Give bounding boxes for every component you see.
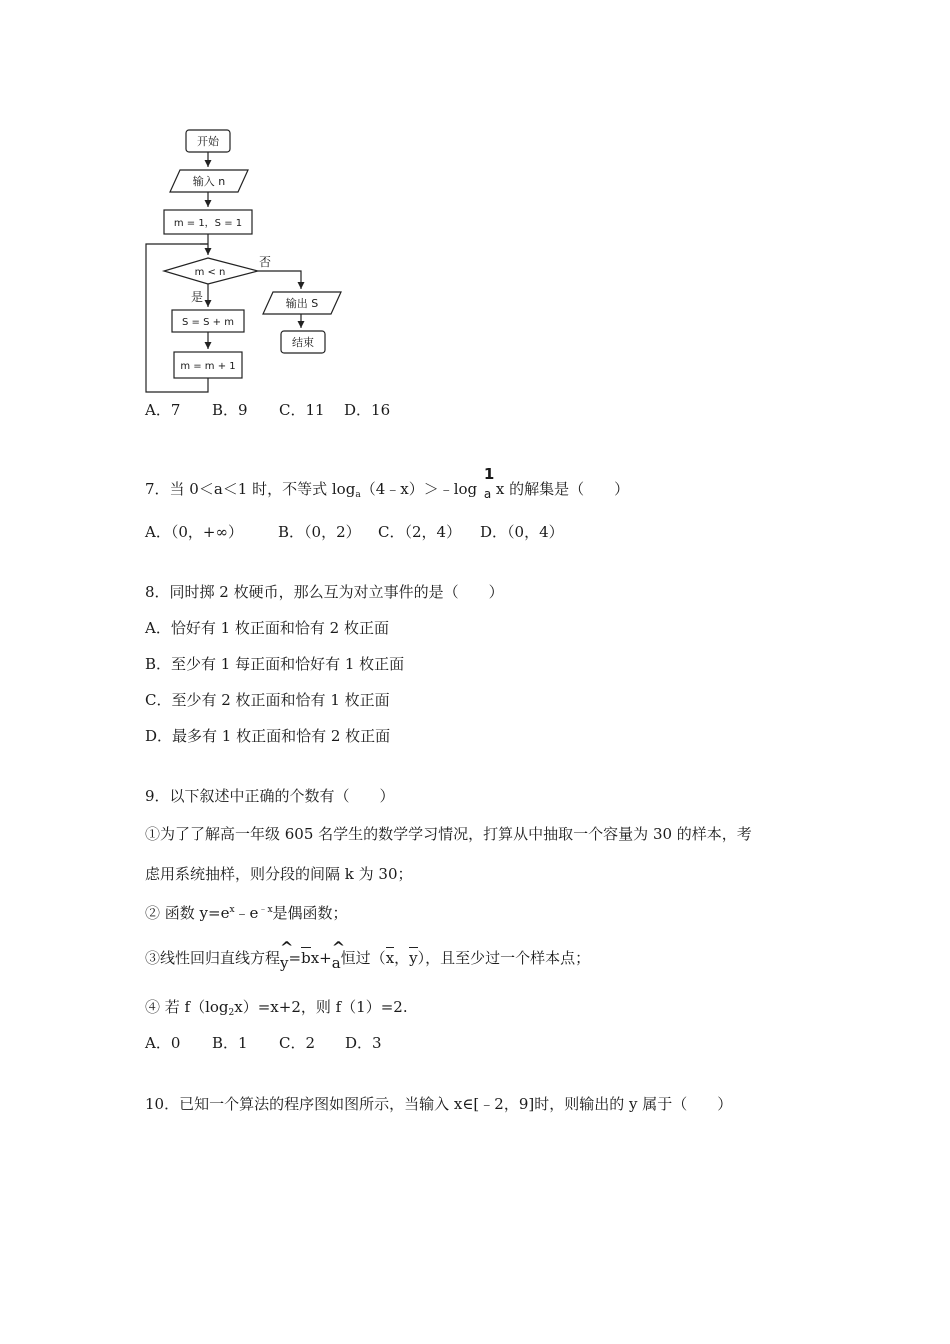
start-label: 开始 [197,135,219,148]
q9-option-b: B．1 [212,1034,248,1052]
q10-stem: 10．已知一个算法的程序图如图所示，当输入 x∈[﹣2，9]时，则输出的 y 属于（ ） [145,1095,733,1113]
flowchart-diagram [140,125,360,400]
q9-option-c: C．2 [279,1034,316,1052]
b-bar: b [301,949,311,967]
q9-options [145,1033,382,1053]
x-bar: x [385,949,395,967]
q6-options [145,400,390,420]
yes-label: 是 [190,290,204,304]
update-m-label: m = m + 1 [180,361,236,372]
q7-fraction: 1 a [483,465,495,501]
q8-option-b: B．至少有 1 每正面和恰好有 1 枚正面 [145,655,405,673]
q9-option-d: D．3 [345,1034,382,1052]
q6-option-a: A．7 [145,401,181,419]
q8-stem: 8．同时掷 2 枚硬币，那么互为对立事件的是（ ） [145,583,504,601]
q9-statement-1a: ①为了了解高一年级 605 名学生的数学学习情况，打算从中抽取一个容量为 30 的样本，考 [145,825,752,843]
q7-option-c: C．（2，4） [378,523,462,541]
q8-option-d: D．最多有 1 枚正面和恰有 2 枚正面 [145,727,391,745]
q6-option-d: D．16 [344,401,391,419]
q7-option-d: D．（0，4） [480,523,564,541]
q9-statement-3: ③线性回归直线方程^ y=bx+^ a恒过（x，y），且至少过一个样本点； [145,948,590,973]
q9-statement-2: ② 函数 $y=e^x﹣e^{﹣x}$是偶函数； [145,904,348,922]
y-bar: y [409,949,418,967]
update-s-label: S = S + m [182,317,234,328]
end-label: 结束 [292,336,314,349]
q9-statement-4: ④ 若 $f(\log_2x)=x+2$，则 f（1）=2. [145,998,408,1018]
input-label: 输入 n [192,175,226,188]
q6-option-c: C．11 [279,401,325,419]
q9-statement-1b: 虑用系统抽样，则分段的间隔 k 为 30； [145,865,413,883]
a-hat: ^ a [332,953,341,973]
q7-option-a: A．（0，+∞） [145,523,243,541]
condition-label: m < n [194,267,226,278]
no-label: 否 [258,255,272,269]
y-hat: ^ y [280,953,288,973]
output-label: 输出 S [285,297,319,310]
q7-stem: 7．当 0＜a＜1 时，不等式 $\log_a(4﹣x)>﹣\log$ 1 a x 的解集是（ ） [145,465,630,501]
q9-option-a: A．0 [145,1034,181,1052]
q8-option-c: C．至少有 2 枚正面和恰有 1 枚正面 [145,691,390,709]
q7-options [145,522,564,542]
q8-option-a: A．恰好有 1 枚正面和恰有 2 枚正面 [145,619,389,637]
q7-option-b: B．（0，2） [278,523,361,541]
q9-stem: 9．以下叙述中正确的个数有（ ） [145,787,395,805]
init-label: m = 1，S = 1 [173,218,243,229]
q6-option-b: B．9 [212,401,248,419]
